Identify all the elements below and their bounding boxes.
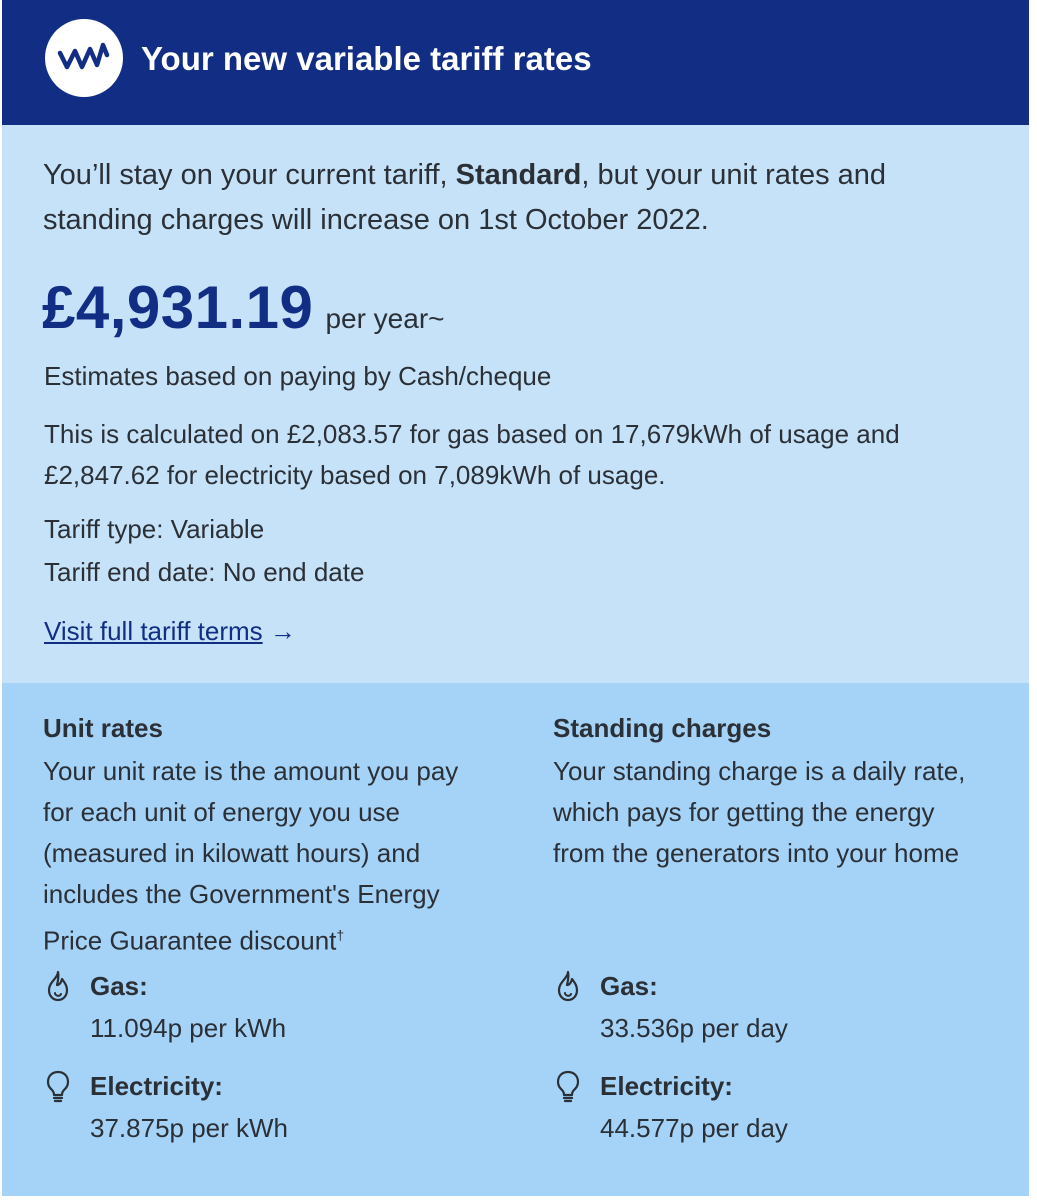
rates-section (2, 683, 1029, 1196)
unit-rates-title: Unit rates (43, 713, 163, 743)
gas-label: Gas: (90, 971, 148, 1001)
tariff-summary (2, 125, 1029, 683)
unit-rates-description-text: Your unit rate is the amount you pay for each unit of energy you use (measured in kilowatt hours) and includes the Government's Energy Price Guarantee discount (43, 756, 459, 956)
wave-logo-icon (45, 19, 123, 97)
gas-unit-rate: 11.094p per kWh (90, 1013, 287, 1043)
header-banner (2, 0, 1029, 125)
electricity-label: Electricity: (600, 1071, 733, 1101)
tariff-card (2, 0, 1029, 1196)
arrow-right-icon[interactable]: → (269, 616, 296, 646)
tariff-end-date: Tariff end date: No end date (44, 557, 365, 587)
estimate-note: Estimates based on paying by Cash/cheque (44, 361, 552, 391)
gas-standing-charge: 33.536p per day (600, 1013, 788, 1043)
intro-text-before: You’ll stay on your current tariff, (43, 159, 456, 191)
footnote-mark: † (336, 927, 345, 943)
standing-charges-description: Your standing charge is a daily rate, which pays for getting the energy from the generators into your home (553, 756, 966, 868)
unit-rates-description (43, 751, 483, 962)
calculation-note: This is calculated on £2,083.57 for gas based on 17,679kWh of usage and £2,847.62 for electricity based on 7,089kWh of usage. (44, 419, 900, 490)
lightbulb-icon (553, 1069, 583, 1103)
electricity-label: Electricity: (90, 1071, 223, 1101)
electricity-standing-charge: 44.577p per day (600, 1113, 788, 1143)
intro-text-after: , but your unit rates and standing charges will increase on 1st October 2022. (43, 159, 887, 236)
price-amount: £4,931.19 (42, 274, 314, 341)
intro-text (43, 153, 993, 243)
unit-rates-column (43, 711, 483, 1143)
tariff-name: Standard (455, 159, 582, 191)
lightbulb-icon (43, 1069, 73, 1103)
electricity-unit-rate: 37.875p per kWh (90, 1113, 289, 1143)
annual-price (42, 273, 445, 342)
flame-icon (553, 969, 583, 1003)
price-suffix: per year~ (325, 303, 445, 334)
standing-charges-title: Standing charges (553, 713, 772, 743)
visit-tariff-terms-link[interactable] (44, 616, 296, 647)
standing-charges-column (553, 711, 993, 1143)
flame-icon (43, 969, 73, 1003)
page-title: Your new variable tariff rates (141, 40, 592, 77)
terms-link-label[interactable]: Visit full tariff terms (44, 616, 263, 646)
gas-label: Gas: (600, 971, 658, 1001)
tariff-type: Tariff type: Variable (44, 514, 265, 544)
